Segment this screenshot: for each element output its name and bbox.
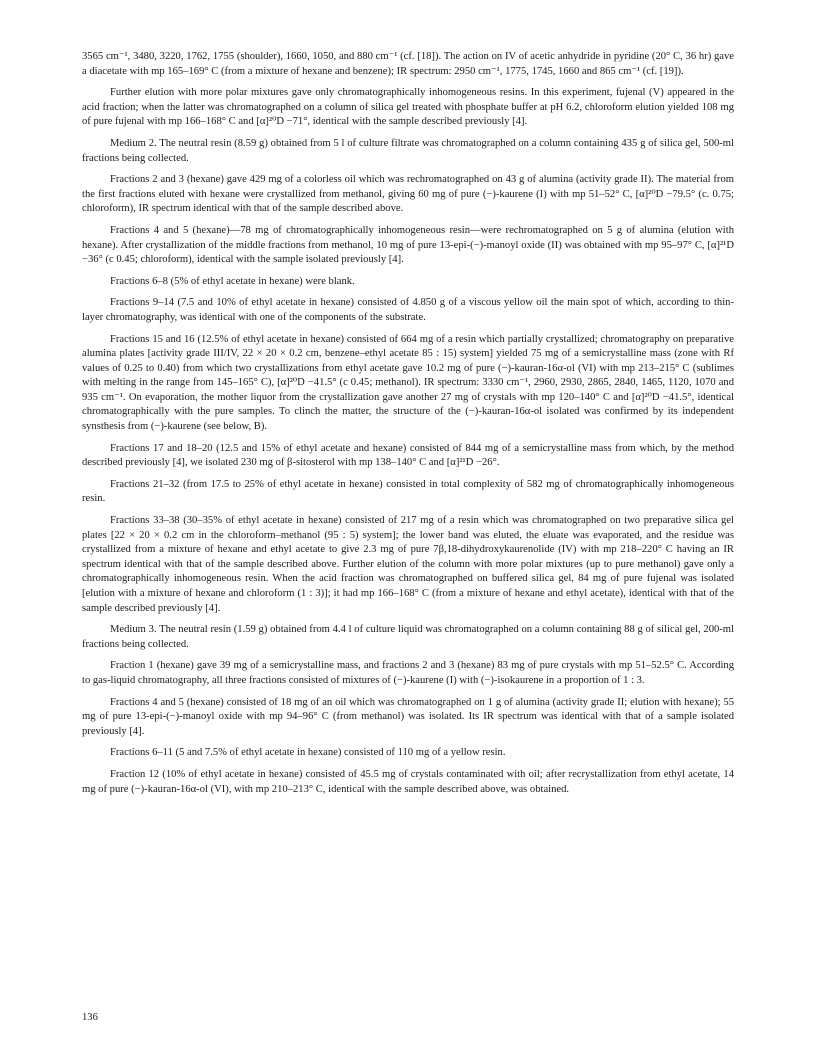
paragraph: Fractions 4 and 5 (hexane) consisted of 18 mg of an oil which was chromatographed on 1 g of alumina (activity grade II; elution with hexane); 55 mg of pure 13-epi-(−)-manoyl oxide with mp 94–96° C (from methanol) was isolated. Its IR spectrum was identical with that of a sample isolated previously [4].: [82, 696, 734, 737]
paragraph: Fractions 4 and 5 (hexane)—78 mg of chromatographically inhomogeneous resin—were rechromatographed on 5 g of alumina (elution with hexane). After crystallization of the middle fractions from methanol, 10 mg of pure 13-epi-(−)-manoyl oxide (II) was obtained with mp 95–97° C, [α]²¹D −36° (c 0.45; chloroform), identical with the sample isolated previously [4].: [82, 224, 734, 266]
paragraph: 3565 cm⁻¹, 3480, 3220, 1762, 1755 (shoulder), 1660, 1050, and 880 cm⁻¹ (cf. [18]). The action on IV of acetic anhydride in pyridine (20° C, 36 hr) gave a diacetate with mp 165–169° C (from a mixture of hexane and benzene); IR spectrum: 2950 cm⁻¹, 1775, 1745, 1660 and 865 cm⁻¹ (cf. [19]).: [82, 51, 734, 77]
paragraph: Fraction 12 (10% of ethyl acetate in hexane) consisted of 45.5 mg of crystals contaminated with oil; after recrystallization from ethyl acetate, 14 mg of pure (−)-kauran-16α-ol (VI), with mp 210–213° C, identical with the sample described above, was obtained.: [82, 768, 734, 795]
paragraph: Medium 3. The neutral resin (1.59 g) obtained from 4.4 l of culture liquid was chromatographed on a column containing 88 g of silical gel, 200-ml fractions being collected.: [82, 624, 734, 650]
paragraph: Fractions 6–11 (5 and 7.5% of ethyl acetate in hexane) consisted of 110 mg of a yellow resin.: [110, 747, 506, 759]
paragraph: Fractions 6–8 (5% of ethyl acetate in hexane) were blank.: [110, 275, 355, 287]
paragraph: Fractions 21–32 (from 17.5 to 25% of ethyl acetate in hexane) consisted in total complexity of 582 mg of chromatographically inhomogeneous resin.: [82, 478, 734, 505]
paragraph: Fractions 2 and 3 (hexane) gave 429 mg of a colorless oil which was rechromatographed on 43 g of alumina (activity grade II). The material from the first fractions eluted with hexane were crystallized from methanol, giving 60 mg of pure (−)-kaurene (I) with mp 51–52° C, [α]²⁰D −79.5° (c. 0.75; chloroform), IR spectrum identical with that of the sample described above.: [82, 174, 734, 215]
page-number: 136: [82, 1012, 98, 1023]
paragraph: Fraction 1 (hexane) gave 39 mg of a semicrystalline mass, and fractions 2 and 3 (hexane) 83 mg of pure crystals with mp 51–52.5° C. According to gas-liquid chromatography, all three fractions consisted of mixtures of (−)-kaurene (I) with (−)-isokaurene in a proportion of 1 : 3.: [82, 660, 734, 686]
paragraph: Medium 2. The neutral resin (8.59 g) obtained from 5 l of culture filtrate was chromatographed on a column containing 435 g of silica gel, 500-ml fractions being collected.: [82, 137, 734, 164]
paragraph: Fractions 15 and 16 (12.5% of ethyl acetate in hexane) consisted of 664 mg of a resin which partially crystallized; chromatography on preparative alumina plates [activity grade III/IV, 22 × 20 × 0.2 cm, benzene–ethyl acetate 85 : 15) system] yielded 75 mg of a semicrystalline mass (zone with Rf values of 0.25 to 0.40) from which two crystallizations from ethyl acetate gave 10.2 mg of pure (−)-kauran-16α-ol (VI) with mp 213–215° C (sublimes with melting in the range from 145–165° C), [α]²⁰D −41.5° (c 0.45; methanol). IR spectrum: 3330 cm⁻¹, 2960, 2930, 2865, 2840, 1465, 1120, 1070 and 935 cm⁻¹. On evaporation, the mother liquor from the crystallization gave another 27 mg of crystals with mp 120–140° C and [α]²⁰D −41.5°, identical chromatographically with the pure samples. To clinch the matter, the structure of the (−)-kauran-16α-ol isolated was confirmed by its independent synsthesis from (−)-kaurene (see below, B).: [82, 333, 734, 433]
paragraph: Fractions 9–14 (7.5 and 10% of ethyl acetate in hexane) consisted of 4.850 g of a viscous yellow oil the main spot of which, according to thin-layer chromatography, was identical with one of the components of the substrate.: [82, 297, 734, 323]
page-body: [82, 50, 734, 804]
paragraph: Fractions 17 and 18–20 (12.5 and 15% of ethyl acetate and hexane) consisted of 844 mg of a semicrystalline mass from which, by the method described previously [4], we isolated 230 mg of β-sitosterol with mp 138–140° C and [α]²¹D −26°.: [82, 442, 734, 469]
paragraph: Fractions 33–38 (30–35% of ethyl acetate in hexane) consisted of 217 mg of a resin which was chromatographed on two preparative silica gel plates [22 × 20 × 0.2 cm in the chloroform–methanol (95 : 5) system]; the lower band was eluted, the eluate was evaporated, and the residue was crystallized from a mixture of hexane and ethyl acetate to give 2.3 mg of pure 7β,18-dihydroxykaurenolide (IV) with mp 218–220° C having an IR spectrum identical with that of the sample described above. Further elution of the column with more polar mixtures (up to pure methanol) gave only a chromatographically inhomogeneous resin. When the acid fraction was chromatographed on buffered silica gel, 84 mg of pure fujenal was isolated [elution with a mixture of hexane and chloroform (1 : 3)]; it had mp 166–168° C (from a mixture of hexane and ethyl acetate), identical with that of the sample described previously [4].: [82, 515, 734, 614]
paragraph: Further elution with more polar mixtures gave only chromatographically inhomogeneous resins. In this experiment, fujenal (V) appeared in the acid fraction; when the latter was chromatographed on a column of silica gel treated with phosphate buffer at pH 6.2, chloroform elution yielded 108 mg of pure fujenal with mp 166–168° C and [α]²⁰D −71°, identical with the sample described previously [4].: [82, 87, 734, 128]
